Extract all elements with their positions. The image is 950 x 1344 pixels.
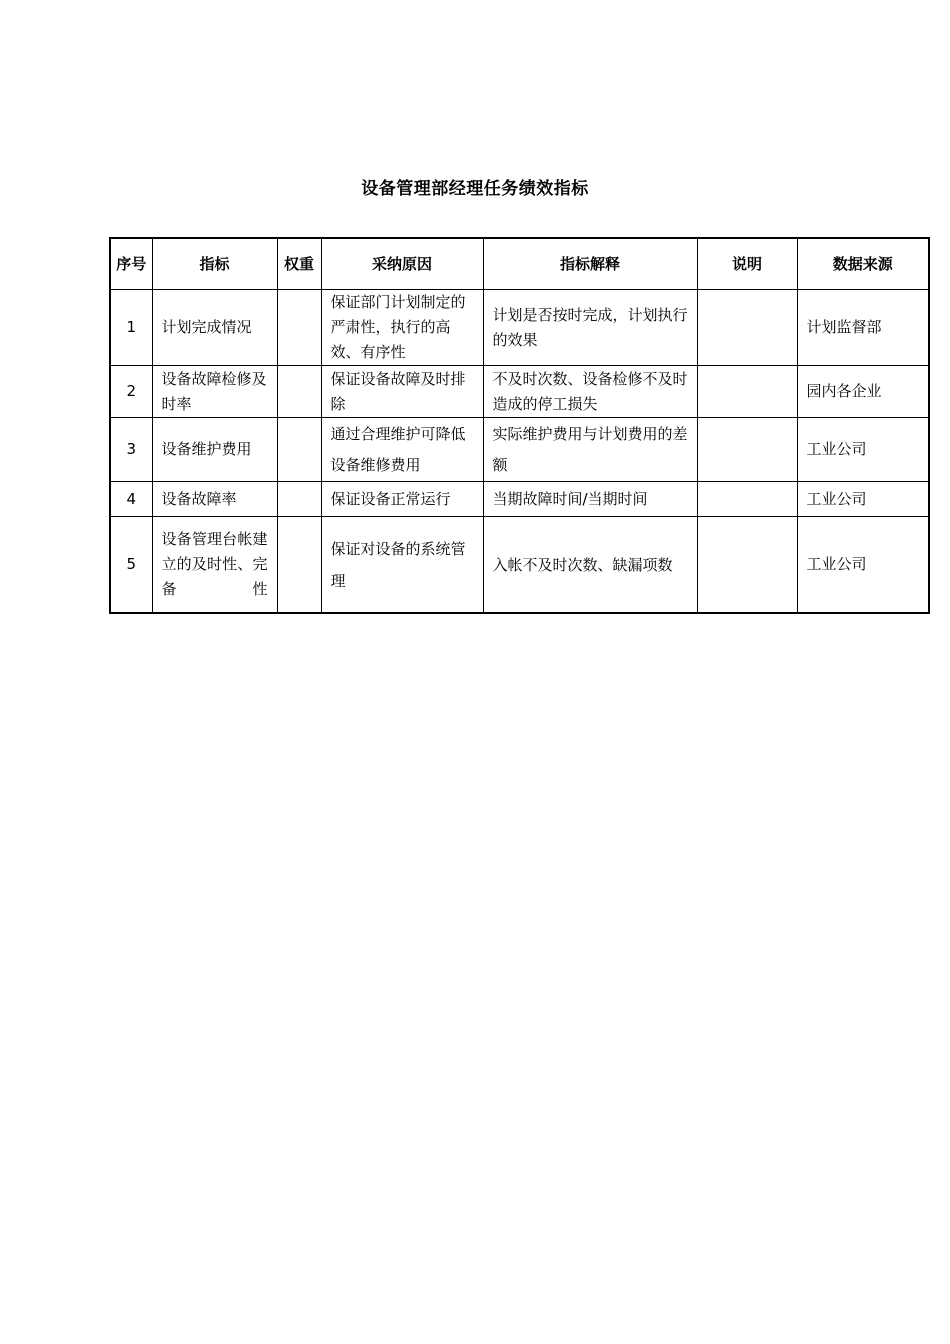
- cell-indicator: 设备管理台帐建立的及时性、完备性: [152, 517, 277, 614]
- header-explanation: 指标解释: [483, 238, 697, 290]
- cell-no: 1: [110, 290, 152, 366]
- cell-reason: 保证设备故障及时排除: [321, 366, 483, 418]
- cell-no: 5: [110, 517, 152, 614]
- cell-note: [697, 366, 797, 418]
- header-note: 说明: [697, 238, 797, 290]
- header-source: 数据来源: [797, 238, 929, 290]
- cell-source: 工业公司: [797, 418, 929, 482]
- cell-weight: [277, 290, 321, 366]
- table-row: [110, 482, 929, 517]
- kpi-table: [109, 237, 930, 614]
- cell-no: 2: [110, 366, 152, 418]
- cell-weight: [277, 517, 321, 614]
- cell-note: [697, 290, 797, 366]
- page-title: 设备管理部经理任务绩效指标: [361, 179, 589, 199]
- cell-indicator: 设备维护费用: [152, 418, 277, 482]
- cell-note: [697, 418, 797, 482]
- cell-reason: 保证对设备的系统管理: [321, 517, 483, 614]
- cell-note: [697, 517, 797, 614]
- table-row: [110, 517, 929, 614]
- cell-indicator: 设备故障检修及时率: [152, 366, 277, 418]
- cell-weight: [277, 366, 321, 418]
- header-indicator: 指标: [152, 238, 277, 290]
- cell-weight: [277, 418, 321, 482]
- cell-indicator: 计划完成情况: [152, 290, 277, 366]
- header-no: 序号: [110, 238, 152, 290]
- cell-indicator: 设备故障率: [152, 482, 277, 517]
- table-row: [110, 418, 929, 482]
- cell-no: 3: [110, 418, 152, 482]
- cell-reason: 通过合理维护可降低设备维修费用: [321, 418, 483, 482]
- cell-explanation: 入帐不及时次数、缺漏项数: [483, 517, 697, 614]
- cell-source: 计划监督部: [797, 290, 929, 366]
- cell-explanation: 实际维护费用与计划费用的差额: [483, 418, 697, 482]
- table-row: [110, 366, 929, 418]
- cell-explanation: 当期故障时间/当期时间: [483, 482, 697, 517]
- cell-source: 园内各企业: [797, 366, 929, 418]
- table-row: [110, 290, 929, 366]
- cell-explanation: 计划是否按时完成，计划执行的效果: [483, 290, 697, 366]
- header-reason: 采纳原因: [321, 238, 483, 290]
- cell-source: 工业公司: [797, 517, 929, 614]
- cell-no: 4: [110, 482, 152, 517]
- cell-reason: 保证设备正常运行: [321, 482, 483, 517]
- cell-reason: 保证部门计划制定的严肃性，执行的高效、有序性: [321, 290, 483, 366]
- cell-weight: [277, 482, 321, 517]
- cell-explanation: 不及时次数、设备检修不及时造成的停工损失: [483, 366, 697, 418]
- cell-note: [697, 482, 797, 517]
- table-header-row: [110, 238, 929, 290]
- header-weight: 权重: [277, 238, 321, 290]
- cell-source: 工业公司: [797, 482, 929, 517]
